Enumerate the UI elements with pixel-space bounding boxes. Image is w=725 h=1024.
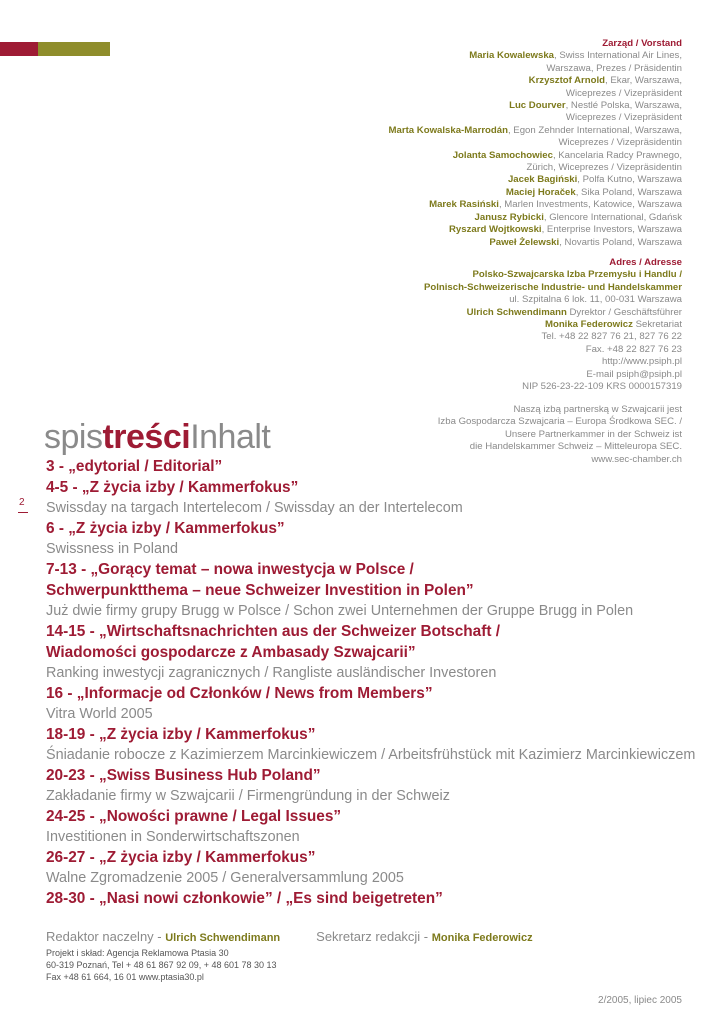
address-header: Adres / Adresse [609, 257, 682, 268]
board-member-name: Jolanta Samochowiec [452, 149, 553, 161]
toc-subtitle: Walne Zgromadzenie 2005 / Generalversammlung 2005 [46, 870, 404, 886]
editorial-credits [46, 928, 686, 947]
toc-entry: 16 - „Informacje od Członków / News from Members” [46, 685, 433, 702]
board-member-line [242, 224, 682, 236]
issue-date: 2/2005, lipiec 2005 [598, 995, 682, 1006]
address-secretary [242, 319, 682, 331]
board-member-detail: , Ekar, Warszawa, [605, 75, 682, 87]
board-member-name: Krzysztof Arnold [528, 75, 606, 87]
board-member-line [242, 199, 682, 211]
board-member-detail: Wiceprezes / Vizepräsidentin [558, 137, 682, 149]
page-title [44, 417, 270, 457]
board-member-name: Maria Kowalewska [469, 50, 555, 62]
table-of-contents [46, 453, 716, 909]
toc-entry: 3 - „edytorial / Editorial” [46, 458, 223, 475]
board-member-detail: , Egon Zehnder International, Warszawa, [507, 124, 682, 136]
address-nip: NIP 526-23-22-109 KRS 0000157319 [522, 381, 682, 393]
board-member-detail: , Novartis Poland, Warszawa [559, 236, 682, 248]
address-org-pl: Polsko-Szwajcarska Izba Przemysłu i Handlu / [472, 269, 682, 281]
board-member-detail: , Glencore International, Gdańsk [543, 211, 682, 223]
board-member-name: Jacek Bagiński [507, 174, 578, 186]
board-member-detail: , Swiss International Air Lines, [554, 50, 682, 62]
board-member-line [242, 50, 682, 62]
board-member-line [242, 75, 682, 87]
toc-subtitle: Już dwie firmy grupy Brugg w Polsce / Schon zwei Unternehmen der Gruppe Brugg in Polen [46, 603, 634, 619]
page-number-rule [18, 512, 28, 513]
toc-subtitle: Swissness in Poland [46, 541, 178, 557]
toc-subtitle: Zakładanie firmy w Szwajcarii / Firmengründung in der Schweiz [46, 788, 450, 804]
board-member-line [242, 174, 682, 186]
board-header: Zarząd / Vorstand [602, 38, 682, 49]
toc-entry: 24-25 - „Nowości prawne / Legal Issues” [46, 808, 342, 825]
toc-entry: 4-5 - „Z życia izby / Kammerfokus” [46, 479, 299, 496]
editorial-secretary-name: Monika Federowicz [431, 932, 533, 944]
board-member-name: Paweł Żelewski [489, 236, 560, 248]
board-member-name: Janusz Rybicki [474, 211, 544, 223]
address-director [242, 307, 682, 319]
board-member-detail: , Kancelaria Radcy Prawnego, [552, 149, 682, 161]
board-member-line [242, 237, 682, 249]
secretary-role: Sekretariat [632, 319, 682, 331]
board-member-detail: Zürich, Wiceprezes / Vizepräsidentin [526, 162, 682, 174]
toc-entry: Schwerpunktthema – neue Schweizer Investition in Polen” [46, 582, 474, 599]
title-inhalt: Inhalt [190, 418, 271, 456]
design-credit: 60-319 Poznań, Tel + 48 61 867 92 09, + 48 601 78 30 13 [46, 960, 277, 970]
decorative-bar-olive [38, 42, 110, 56]
toc-entry: 6 - „Z życia izby / Kammerfokus” [46, 520, 285, 537]
board-member-line [242, 88, 682, 100]
board-member-detail: , Sika Poland, Warszawa [575, 186, 682, 198]
board-member-name: Ryszard Wojtkowski [449, 224, 542, 236]
address-org-de: Polnisch-Schweizerische Industrie- und Handelskammer [423, 281, 682, 293]
toc-subtitle: Vitra World 2005 [46, 706, 153, 722]
footer [46, 928, 686, 983]
board-member-line [242, 212, 682, 224]
board-member-name: Maciej Horaček [505, 186, 576, 198]
board-member-detail: Wiceprezes / Vizepräsident [565, 87, 682, 99]
address-fax: Fax. +48 22 827 76 23 [585, 343, 682, 355]
board-member-line [242, 125, 682, 137]
partner-line: Naszą izbą partnerską w Szwajcarii jest [513, 404, 682, 415]
design-credit: Projekt i skład: Agencja Reklamowa Ptasia 30 [46, 948, 229, 958]
toc-entry: Wiadomości gospodarcze z Ambasady Szwajcarii” [46, 644, 416, 661]
director-name: Ulrich Schwendimann [466, 306, 567, 318]
board-member-line [242, 150, 682, 162]
toc-entry: 26-27 - „Z życia izby / Kammerfokus” [46, 849, 316, 866]
board-member-detail: Warszawa, Prezes / Präsidentin [546, 62, 682, 74]
toc-subtitle: Śniadanie robocze z Kazimierzem Marcinkiewiczem / Arbeitsfrühstück mit Kazimierz Marcinkiewiczem [46, 747, 696, 763]
decorative-bar-red [0, 42, 38, 56]
title-spis: spis [44, 418, 103, 456]
board-member-line [242, 162, 682, 174]
board-member-line [242, 63, 682, 75]
toc-subtitle: Swissday na targach Intertelecom / Swissday an der Intertelecom [46, 500, 463, 516]
board-member-line [242, 100, 682, 112]
toc-entry: 18-19 - „Z życia izby / Kammerfokus” [46, 726, 316, 743]
address-block [242, 257, 682, 393]
partner-line: Izba Gospodarcza Szwajcaria – Europa Środkowa SEC. / [437, 416, 682, 428]
toc-subtitle: Investitionen in Sonderwirtschaftszonen [46, 829, 300, 845]
board-member-line [242, 187, 682, 199]
partner-web-link[interactable]: www.sec-chamber.ch [591, 453, 682, 465]
title-tresci: treści [102, 418, 191, 456]
toc-entry: 7-13 - „Gorący temat – nowa inwestycja w Polsce / [46, 561, 414, 578]
board-member-line [242, 112, 682, 124]
address-email-link[interactable]: E-mail psiph@psiph.pl [586, 368, 682, 380]
director-role: Dyrektor / Geschäftsführer [566, 306, 682, 318]
board-member-detail: , Enterprise Investors, Warszawa [541, 224, 682, 236]
toc-entry: 20-23 - „Swiss Business Hub Poland” [46, 767, 321, 784]
board-member-name: Marek Rasiński [429, 199, 499, 211]
toc-subtitle: Ranking inwestycji zagranicznych / Rangliste ausländischer Investoren [46, 665, 497, 681]
board-member-detail: , Polfa Kutno, Warszawa [577, 174, 682, 186]
page-number: 2 [19, 497, 25, 508]
board-member-detail: , Nestlé Polska, Warszawa, [565, 100, 682, 112]
editor-label: Redaktor naczelny - [46, 929, 166, 944]
toc-entry: 28-30 - „Nasi nowi członkowie” / „Es sind beigetreten” [46, 890, 443, 907]
board-list [242, 38, 682, 249]
board-member-name: Marta Kowalska-Marrodán [388, 124, 508, 136]
board-lines [242, 50, 682, 249]
address-tel: Tel. +48 22 827 76 21, 827 76 22 [541, 331, 682, 343]
board-member-name: Luc Dourver [509, 100, 566, 112]
address-web-link[interactable]: http://www.psiph.pl [602, 356, 682, 368]
board-member-detail: Wiceprezes / Vizepräsident [565, 112, 682, 124]
board-member-line [242, 137, 682, 149]
secretary-label: Sekretarz redakcji - [316, 929, 432, 944]
editor-name: Ulrich Schwendimann [165, 932, 281, 944]
toc-entry: 14-15 - „Wirtschaftsnachrichten aus der Schweizer Botschaft / [46, 623, 501, 640]
partner-line: die Handelskammer Schweiz – Mitteleuropa SEC. [469, 441, 682, 453]
partner-line: Unsere Partnerkammer in der Schweiz ist [504, 428, 682, 440]
secretary-name: Monika Federowicz [544, 319, 633, 331]
address-street: ul. Szpitalna 6 lok. 11, 00-031 Warszawa [509, 294, 682, 306]
design-credit: Fax +48 61 664, 16 01 www.ptasia30.pl [46, 972, 204, 982]
board-member-detail: , Marlen Investments, Katowice, Warszawa [498, 199, 682, 211]
